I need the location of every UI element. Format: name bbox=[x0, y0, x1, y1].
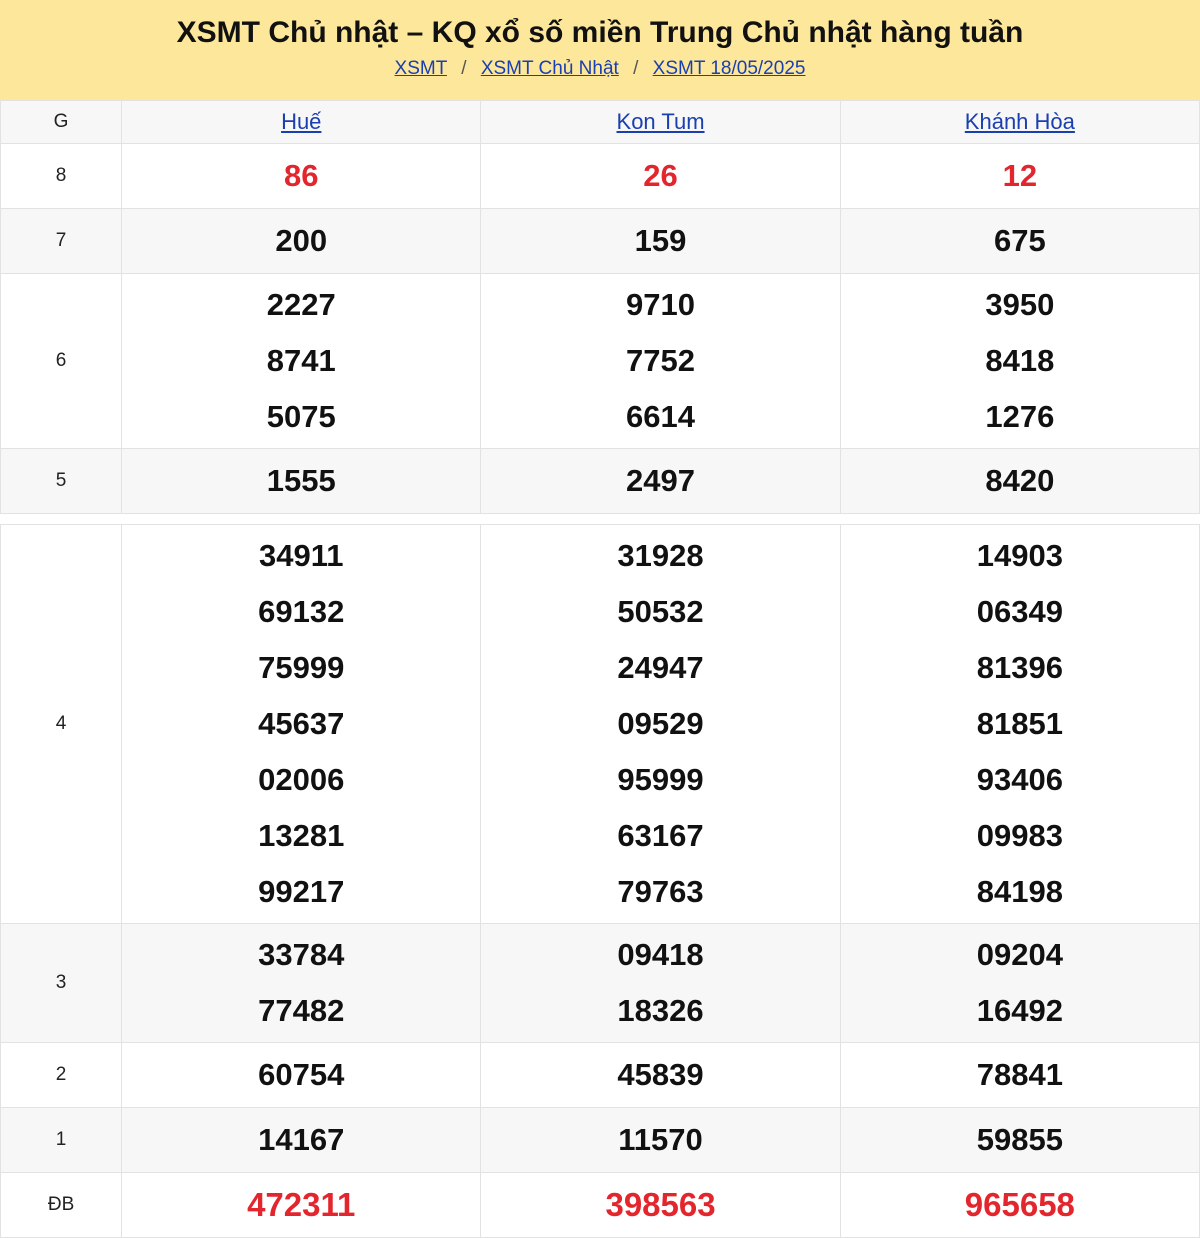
result-cell bbox=[481, 209, 840, 274]
special-prize-number: 965658 bbox=[964, 1186, 1075, 1223]
result-number: 16492 bbox=[976, 993, 1063, 1028]
result-cell bbox=[122, 525, 481, 924]
prize-label: 7 bbox=[1, 209, 122, 274]
result-cell bbox=[481, 1043, 840, 1108]
result-number: 81396 bbox=[976, 650, 1063, 685]
prize-label: 4 bbox=[1, 525, 122, 924]
result-number: 09983 bbox=[976, 818, 1063, 853]
result-number: 34911 bbox=[258, 538, 344, 573]
province-header bbox=[840, 101, 1199, 144]
prize-row-7 bbox=[1, 209, 1200, 274]
result-number: 26 bbox=[643, 158, 678, 193]
result-number: 33784 bbox=[258, 937, 345, 972]
prize-label: 5 bbox=[1, 449, 122, 514]
province-header bbox=[481, 101, 840, 144]
result-cell bbox=[840, 1108, 1199, 1173]
result-number: 3950 bbox=[985, 287, 1055, 322]
result-number: 2227 bbox=[266, 287, 336, 322]
result-number: 50532 bbox=[617, 594, 704, 629]
breadcrumb-link-xsmt[interactable]: XSMT bbox=[394, 58, 447, 79]
result-number: 45637 bbox=[258, 706, 345, 741]
prize-row-special bbox=[1, 1173, 1200, 1238]
prize-row-1 bbox=[1, 1108, 1200, 1173]
result-cell bbox=[122, 274, 481, 449]
result-number: 6614 bbox=[626, 399, 696, 434]
result-number: 79763 bbox=[617, 874, 704, 909]
prize-label: 8 bbox=[1, 144, 122, 209]
result-cell bbox=[122, 209, 481, 274]
result-number: 86 bbox=[284, 158, 319, 193]
result-cell bbox=[840, 209, 1199, 274]
result-number: 18326 bbox=[617, 993, 704, 1028]
prize-row-3 bbox=[1, 924, 1200, 1043]
result-cell bbox=[122, 1173, 481, 1238]
province-link-kon-tum[interactable]: Kon Tum bbox=[616, 109, 705, 134]
prize-row-4 bbox=[1, 525, 1200, 924]
result-number: 09204 bbox=[976, 937, 1063, 972]
result-cell bbox=[122, 1108, 481, 1173]
result-cell bbox=[840, 1043, 1199, 1108]
result-number: 159 bbox=[634, 223, 687, 258]
result-number: 7752 bbox=[626, 343, 696, 378]
result-number: 09418 bbox=[617, 937, 704, 972]
province-link-hue[interactable]: Huế bbox=[281, 109, 322, 134]
breadcrumb-separator: / bbox=[461, 58, 467, 79]
result-cell bbox=[122, 1043, 481, 1108]
result-cell bbox=[840, 144, 1199, 209]
prize-row-2 bbox=[1, 1043, 1200, 1108]
result-number: 1555 bbox=[266, 463, 336, 498]
breadcrumb bbox=[395, 56, 806, 82]
result-cell bbox=[122, 924, 481, 1043]
breadcrumb-link-xsmt-sunday[interactable]: XSMT Chủ Nhật bbox=[480, 58, 619, 79]
prize-label: 1 bbox=[1, 1108, 122, 1173]
table-header-row bbox=[1, 101, 1200, 144]
result-number: 69132 bbox=[258, 594, 345, 629]
result-number: 95999 bbox=[617, 762, 704, 797]
result-number: 24947 bbox=[617, 650, 704, 685]
special-prize-number: 472311 bbox=[247, 1186, 356, 1223]
results-table bbox=[0, 100, 1200, 1238]
result-cell bbox=[481, 449, 840, 514]
breadcrumb-link-xsmt-date[interactable]: XSMT 18/05/2025 bbox=[652, 58, 806, 79]
prize-column-header: G bbox=[1, 101, 122, 144]
page-title: XSMT Chủ nhật – KQ xổ số miền Trung Chủ nhật hàng tuần bbox=[176, 16, 1024, 49]
result-number: 09529 bbox=[617, 706, 704, 741]
result-number: 45839 bbox=[617, 1057, 704, 1092]
prize-label: 3 bbox=[1, 924, 122, 1043]
result-cell bbox=[840, 924, 1199, 1043]
result-number: 81851 bbox=[976, 706, 1063, 741]
result-cell bbox=[840, 449, 1199, 514]
result-number: 77482 bbox=[258, 993, 345, 1028]
result-number: 84198 bbox=[976, 874, 1063, 909]
result-number: 8420 bbox=[985, 463, 1055, 498]
result-cell bbox=[481, 274, 840, 449]
result-number: 13281 bbox=[258, 818, 345, 853]
result-cell bbox=[840, 1173, 1199, 1238]
result-number: 31928 bbox=[617, 538, 704, 573]
result-cell bbox=[481, 144, 840, 209]
result-number: 200 bbox=[275, 223, 328, 258]
result-number: 1276 bbox=[985, 399, 1055, 434]
special-prize-number: 398563 bbox=[605, 1186, 716, 1223]
result-cell bbox=[122, 144, 481, 209]
breadcrumb-separator: / bbox=[633, 58, 639, 79]
prize-label: 2 bbox=[1, 1043, 122, 1108]
result-number: 8741 bbox=[266, 343, 336, 378]
result-number: 9710 bbox=[626, 287, 696, 322]
prize-row-5 bbox=[1, 449, 1200, 514]
result-number: 60754 bbox=[258, 1057, 345, 1092]
result-number: 99217 bbox=[258, 874, 345, 909]
result-number: 8418 bbox=[985, 343, 1055, 378]
gap-cell bbox=[1, 514, 1200, 525]
result-number: 11570 bbox=[618, 1122, 703, 1157]
result-number: 5075 bbox=[266, 399, 336, 434]
result-cell bbox=[481, 1108, 840, 1173]
result-number: 06349 bbox=[976, 594, 1063, 629]
result-number: 12 bbox=[1002, 158, 1038, 193]
result-number: 59855 bbox=[976, 1122, 1063, 1157]
result-number: 675 bbox=[993, 223, 1046, 258]
result-number: 02006 bbox=[258, 762, 345, 797]
page-header bbox=[0, 0, 1200, 100]
result-cell bbox=[481, 525, 840, 924]
province-link-khanh-hoa[interactable]: Khánh Hòa bbox=[964, 109, 1075, 134]
result-number: 14167 bbox=[258, 1122, 345, 1157]
result-cell bbox=[840, 525, 1199, 924]
result-number: 93406 bbox=[976, 762, 1063, 797]
province-header bbox=[122, 101, 481, 144]
result-cell bbox=[481, 924, 840, 1043]
result-number: 63167 bbox=[617, 818, 704, 853]
prize-label: 6 bbox=[1, 274, 122, 449]
result-cell bbox=[122, 449, 481, 514]
result-cell bbox=[840, 274, 1199, 449]
result-number: 2497 bbox=[626, 463, 696, 498]
result-number: 78841 bbox=[976, 1057, 1063, 1092]
row-gap bbox=[1, 514, 1200, 525]
prize-row-8 bbox=[1, 144, 1200, 209]
result-number: 75999 bbox=[258, 650, 345, 685]
result-cell bbox=[481, 1173, 840, 1238]
prize-label: ĐB bbox=[1, 1173, 122, 1238]
result-number: 14903 bbox=[976, 538, 1063, 573]
prize-row-6 bbox=[1, 274, 1200, 449]
